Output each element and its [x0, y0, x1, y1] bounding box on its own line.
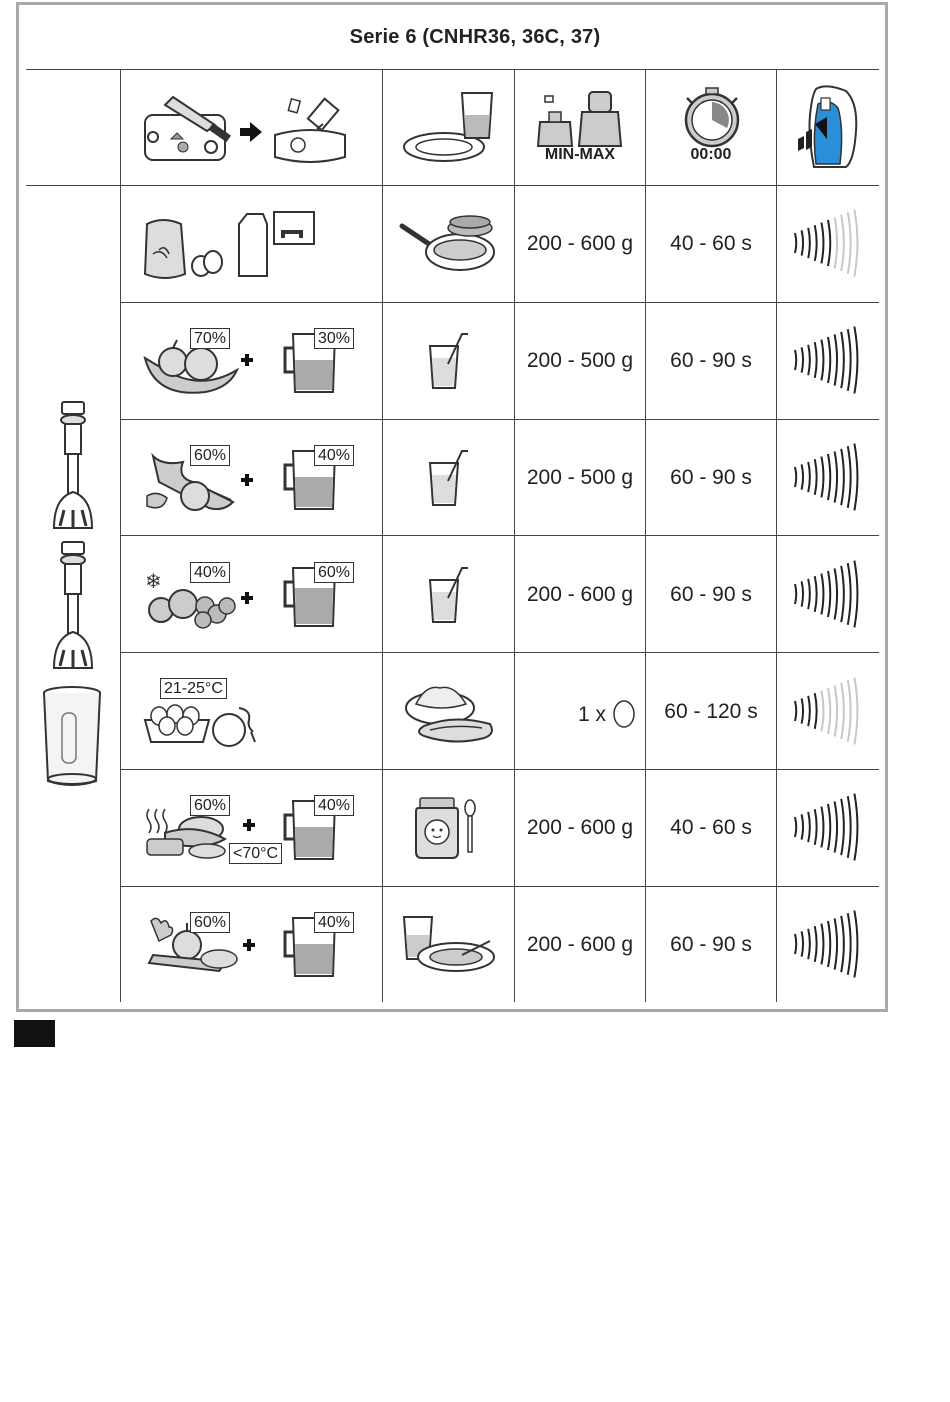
speed-bar	[808, 696, 810, 726]
speed-bar	[841, 799, 844, 855]
mayonnaise-icon	[402, 682, 497, 744]
timer-icon	[683, 88, 741, 148]
solid-percent-badge: 60%	[190, 795, 230, 816]
speed-bar	[821, 691, 823, 732]
speed-bar	[808, 812, 810, 842]
table-rule	[120, 419, 879, 420]
speed-bar	[815, 693, 817, 729]
table-rule	[26, 69, 879, 70]
speed-bar	[821, 223, 823, 264]
speed-bar	[841, 916, 844, 972]
speed-bar	[854, 210, 857, 277]
svg-text:❄: ❄	[145, 569, 162, 593]
table-rule	[26, 185, 879, 186]
speed-bar	[795, 934, 796, 954]
speed-bar	[835, 334, 837, 385]
speed-bar	[828, 337, 830, 383]
liquid-percent-badge: 40%	[314, 912, 354, 933]
speed-bar	[821, 457, 823, 498]
time-label: 00:00	[690, 146, 732, 163]
speed-bar	[828, 921, 830, 967]
quantity-value: 200 - 500 g	[526, 466, 634, 489]
speed-level-icon	[792, 335, 864, 385]
speed-bar	[835, 685, 837, 736]
speed-bar	[854, 911, 857, 978]
solid-percent-badge: 60%	[190, 445, 230, 466]
speed-bar	[815, 576, 817, 612]
speed-bar	[802, 814, 803, 839]
time-value: 40 - 60 s	[670, 232, 752, 255]
speed-bar	[841, 332, 844, 388]
speed-bar	[802, 698, 803, 723]
speed-bar	[828, 220, 830, 266]
table-rule	[120, 652, 879, 653]
speed-bar	[835, 918, 837, 969]
solid-percent-badge: 70%	[190, 328, 230, 349]
solid-percent-badge: 60%	[190, 912, 230, 933]
liquid-percent-badge: 40%	[314, 445, 354, 466]
speed-bar	[848, 563, 851, 625]
speed-bar	[815, 926, 817, 962]
speed-bar	[828, 804, 830, 850]
table-rule	[382, 69, 383, 1002]
speed-bar	[795, 701, 796, 721]
egg-icon	[612, 698, 636, 730]
speed-bar	[848, 212, 851, 274]
time-value: 60 - 120 s	[664, 700, 758, 723]
speed-bar	[821, 574, 823, 615]
table-rule	[645, 69, 646, 1002]
time-value: 60 - 90 s	[670, 583, 752, 606]
speed-bar	[835, 451, 837, 502]
speed-bar	[828, 688, 830, 734]
time-value: 60 - 90 s	[670, 933, 752, 956]
speed-bar	[848, 446, 851, 508]
speed-bar	[808, 579, 810, 609]
preparation-icon	[145, 95, 350, 165]
temperature-badge: <70°C	[229, 843, 282, 864]
blender-foot-icon	[50, 540, 100, 675]
speed-level-icon	[792, 686, 864, 736]
speed-bar	[854, 561, 857, 628]
time-value: 60 - 90 s	[670, 349, 752, 372]
liquid-percent-badge: 40%	[314, 795, 354, 816]
speed-bar	[815, 225, 817, 261]
quantity-value: 200 - 600 g	[526, 583, 634, 606]
speed-bar	[841, 449, 844, 505]
page-tab-marker	[14, 1020, 55, 1047]
speed-level-icon	[792, 452, 864, 502]
quantity-value: 200 - 600 g	[526, 232, 634, 255]
speed-bar	[854, 794, 857, 861]
speed-level-icon	[792, 802, 864, 852]
soup-plate-icon	[402, 915, 497, 975]
blender-foot-icon	[50, 400, 100, 535]
speed-button-icon	[788, 84, 863, 169]
smoothie-glass-icon	[426, 564, 471, 626]
speed-bar	[808, 462, 810, 492]
speed-bar	[848, 680, 851, 742]
speed-bar	[795, 467, 796, 487]
speed-bar	[835, 217, 837, 268]
weight-label: MIN-MAX	[544, 146, 616, 163]
table-rule	[776, 69, 777, 1002]
speed-level-icon	[792, 569, 864, 619]
flour-eggs-milk-icon	[143, 210, 318, 280]
speed-bar	[802, 581, 803, 606]
speed-bar	[848, 329, 851, 391]
speed-bar	[828, 454, 830, 500]
table-rule	[514, 69, 515, 1002]
speed-bar	[802, 230, 803, 255]
baby-food-jar-icon	[416, 796, 481, 861]
speed-bar	[808, 929, 810, 959]
mixing-beaker-icon	[42, 685, 104, 790]
speed-bar	[815, 809, 817, 845]
table-rule	[120, 69, 121, 1002]
speed-bar	[795, 584, 796, 604]
table-rule	[120, 535, 879, 536]
speed-bar	[808, 228, 810, 258]
pancake-pan-icon	[400, 212, 495, 282]
speed-bar	[854, 444, 857, 511]
speed-bar	[815, 342, 817, 378]
eggs-oil-icon	[143, 700, 268, 750]
solid-percent-badge: 40%	[190, 562, 230, 583]
smoothie-glass-icon	[426, 447, 471, 509]
table-rule	[120, 302, 879, 303]
time-value: 60 - 90 s	[670, 466, 752, 489]
speed-bar	[821, 340, 823, 381]
time-value: 40 - 60 s	[670, 816, 752, 839]
table-rule	[120, 769, 879, 770]
speed-bar	[795, 233, 796, 253]
speed-bar	[841, 566, 844, 622]
speed-level-icon	[792, 218, 864, 268]
speed-bar	[828, 571, 830, 617]
speed-bar	[795, 817, 796, 837]
speed-bar	[808, 345, 810, 375]
speed-bar	[795, 350, 796, 370]
speed-bar	[802, 347, 803, 372]
speed-bar	[835, 568, 837, 619]
quantity-value: 1 x	[577, 703, 606, 726]
smoothie-glass-icon	[426, 330, 471, 392]
quantity-value: 200 - 600 g	[526, 933, 634, 956]
temperature-badge: 21-25°C	[160, 678, 227, 699]
speed-level-icon	[792, 919, 864, 969]
liquid-percent-badge: 30%	[314, 328, 354, 349]
speed-bar	[848, 913, 851, 975]
speed-bar	[854, 678, 857, 745]
page-title: Serie 6 (CNHR36, 36C, 37)	[349, 26, 601, 48]
table-rule	[120, 886, 879, 887]
liquid-percent-badge: 60%	[314, 562, 354, 583]
speed-bar	[821, 807, 823, 848]
quantity-value: 200 - 500 g	[526, 349, 634, 372]
speed-bar	[802, 931, 803, 956]
speed-bar	[854, 327, 857, 394]
quantity-value: 200 - 600 g	[526, 816, 634, 839]
plate-glass-icon	[402, 90, 497, 165]
speed-bar	[802, 464, 803, 489]
speed-bar	[841, 683, 844, 739]
speed-bar	[848, 796, 851, 858]
speed-bar	[835, 801, 837, 852]
speed-bar	[815, 459, 817, 495]
speed-bar	[821, 924, 823, 965]
speed-bar	[841, 215, 844, 271]
